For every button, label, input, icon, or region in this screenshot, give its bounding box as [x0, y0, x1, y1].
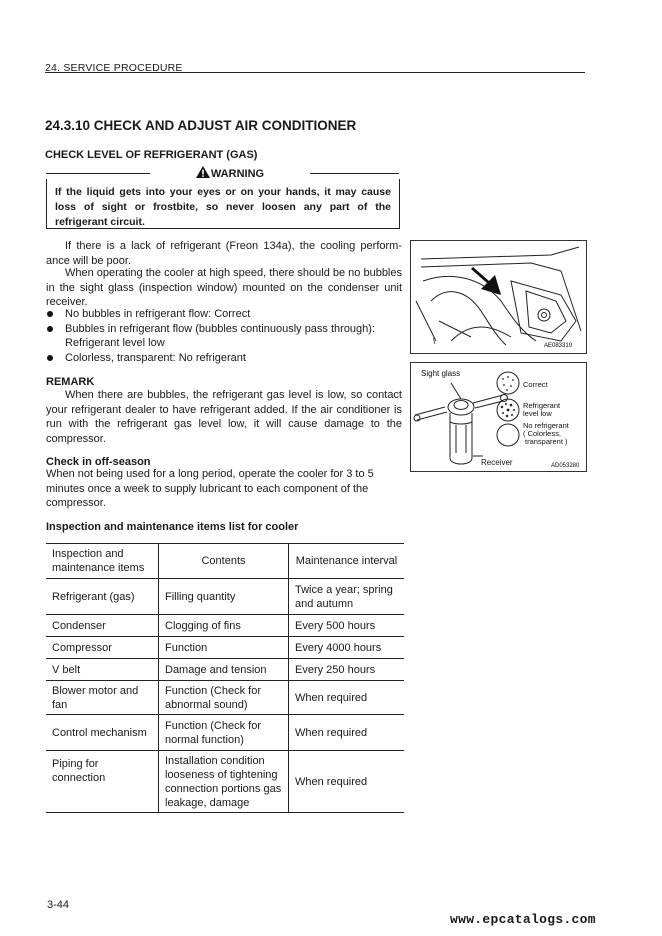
- table-cell: Function (Check for abnormal sound): [159, 681, 289, 715]
- bullet-icon: [47, 326, 53, 332]
- table-cell: Function: [159, 637, 289, 659]
- table-row: [46, 637, 404, 659]
- table-header-row: [46, 544, 404, 579]
- table-cell: Blower motor and fan: [46, 681, 159, 715]
- list-item: Colorless, transparent: No refrigerant: [46, 351, 402, 366]
- table-cell: Condenser: [46, 615, 159, 637]
- none-label-line3: transparent ): [525, 437, 568, 446]
- none-label-line1: No refrigerant: [523, 421, 569, 430]
- header-rule: [45, 72, 585, 73]
- warning-label: WARNING: [210, 168, 265, 180]
- figure2-code: AD053280: [551, 463, 580, 469]
- column-header: Contents: [159, 544, 289, 579]
- low-label-line1: Refrigerant: [523, 401, 561, 410]
- warning-rule-left: [46, 173, 150, 174]
- intro-paragraph-1: If there is a lack of refrigerant (Freon 134a), the cooling perform- ance will be poor.: [46, 240, 402, 267]
- table-cell: Installation condition looseness of tightening connection portions gas leakage, damage: [159, 751, 289, 813]
- table-cell: V belt: [46, 659, 159, 681]
- column-header: Maintenance interval: [289, 544, 405, 579]
- bullet-icon: [47, 311, 53, 317]
- section-header: 24. SERVICE PROCEDURE: [45, 62, 183, 74]
- page-title: 24.3.10 CHECK AND ADJUST AIR CONDITIONER: [45, 118, 357, 133]
- table-cell: Function (Check for normal function): [159, 715, 289, 751]
- receiver-location-figure: [410, 240, 587, 354]
- table-cell: When required: [289, 681, 405, 715]
- engine-compartment-illustration: [411, 241, 586, 353]
- receiver-label: Receiver: [481, 458, 513, 467]
- warning-triangle-icon: [196, 166, 210, 178]
- table-cell: When required: [289, 715, 405, 751]
- sight-glass-illustration: [411, 363, 586, 471]
- list-item: No bubbles in refrigerant flow: Correct: [46, 307, 402, 322]
- offseason-text: When not being used for a long period, operate the cooler for 3 to 5 minutes once a week to supply lubricant to each component of the compressor.: [46, 468, 374, 509]
- table-cell: Compressor: [46, 637, 159, 659]
- table-cell: Piping for connection: [46, 751, 159, 813]
- correct-label: Correct: [523, 380, 548, 389]
- warning-text: If the liquid gets into your eyes or on your hands, it may cause loss of sight or frostbite, so never loosen any part of the refrigerant circuit.: [55, 186, 391, 228]
- table-row: [46, 681, 404, 715]
- status-bullet-list: [46, 307, 402, 365]
- watermark: www.epcatalogs.com: [450, 912, 596, 927]
- low-label-line2: level low: [523, 409, 552, 418]
- sight-glass-label: Sight glass: [421, 369, 461, 378]
- list-item: Bubbles in refrigerant flow (bubbles continuously pass through): Refrigerant level low: [46, 322, 402, 351]
- table-cell: Every 250 hours: [289, 659, 405, 681]
- table-row: [46, 715, 404, 751]
- table-row: [46, 615, 404, 637]
- maintenance-table: [46, 543, 404, 813]
- table-row: [46, 751, 404, 813]
- bullet-icon: [47, 355, 53, 361]
- table-heading: Inspection and maintenance items list for cooler: [46, 521, 299, 533]
- warning-heading: [150, 166, 310, 180]
- table-cell: Every 4000 hours: [289, 637, 405, 659]
- figure1-code: AE083310: [544, 343, 573, 349]
- table-cell: Every 500 hours: [289, 615, 405, 637]
- table-cell: Damage and tension: [159, 659, 289, 681]
- table-cell: Filling quantity: [159, 579, 289, 615]
- table-row: [46, 579, 404, 615]
- table-cell: Clogging of fins: [159, 615, 289, 637]
- page-number: 3-44: [47, 899, 70, 911]
- remark-heading: REMARK: [46, 376, 95, 388]
- intro-paragraph-2: When operating the cooler at high speed, there should be no bubbles in the sight glass (inspection window) mounted on the condenser unit receiver.: [46, 267, 402, 308]
- column-header: Inspection and maintenance items: [46, 544, 159, 579]
- none-label-line2: ( Colorless,: [523, 429, 561, 438]
- table-cell: When required: [289, 751, 405, 813]
- table-row: [46, 659, 404, 681]
- table-cell: Refrigerant (gas): [46, 579, 159, 615]
- subsection-title: CHECK LEVEL OF REFRIGERANT (GAS): [45, 149, 258, 161]
- remark-text: When there are bubbles, the refrigerant gas level is low, so contact your refrigerant dealer to have refrigerant added. If the air conditioner is run with the refrigerant gas level low, it will cause damage to the compressor.: [46, 389, 402, 445]
- offseason-heading: Check in off-season: [46, 456, 151, 468]
- table-cell: Control mechanism: [46, 715, 159, 751]
- sight-glass-figure: [410, 362, 587, 472]
- svg-text:\: \: [433, 337, 436, 346]
- table-cell: Twice a year; spring and autumn: [289, 579, 405, 615]
